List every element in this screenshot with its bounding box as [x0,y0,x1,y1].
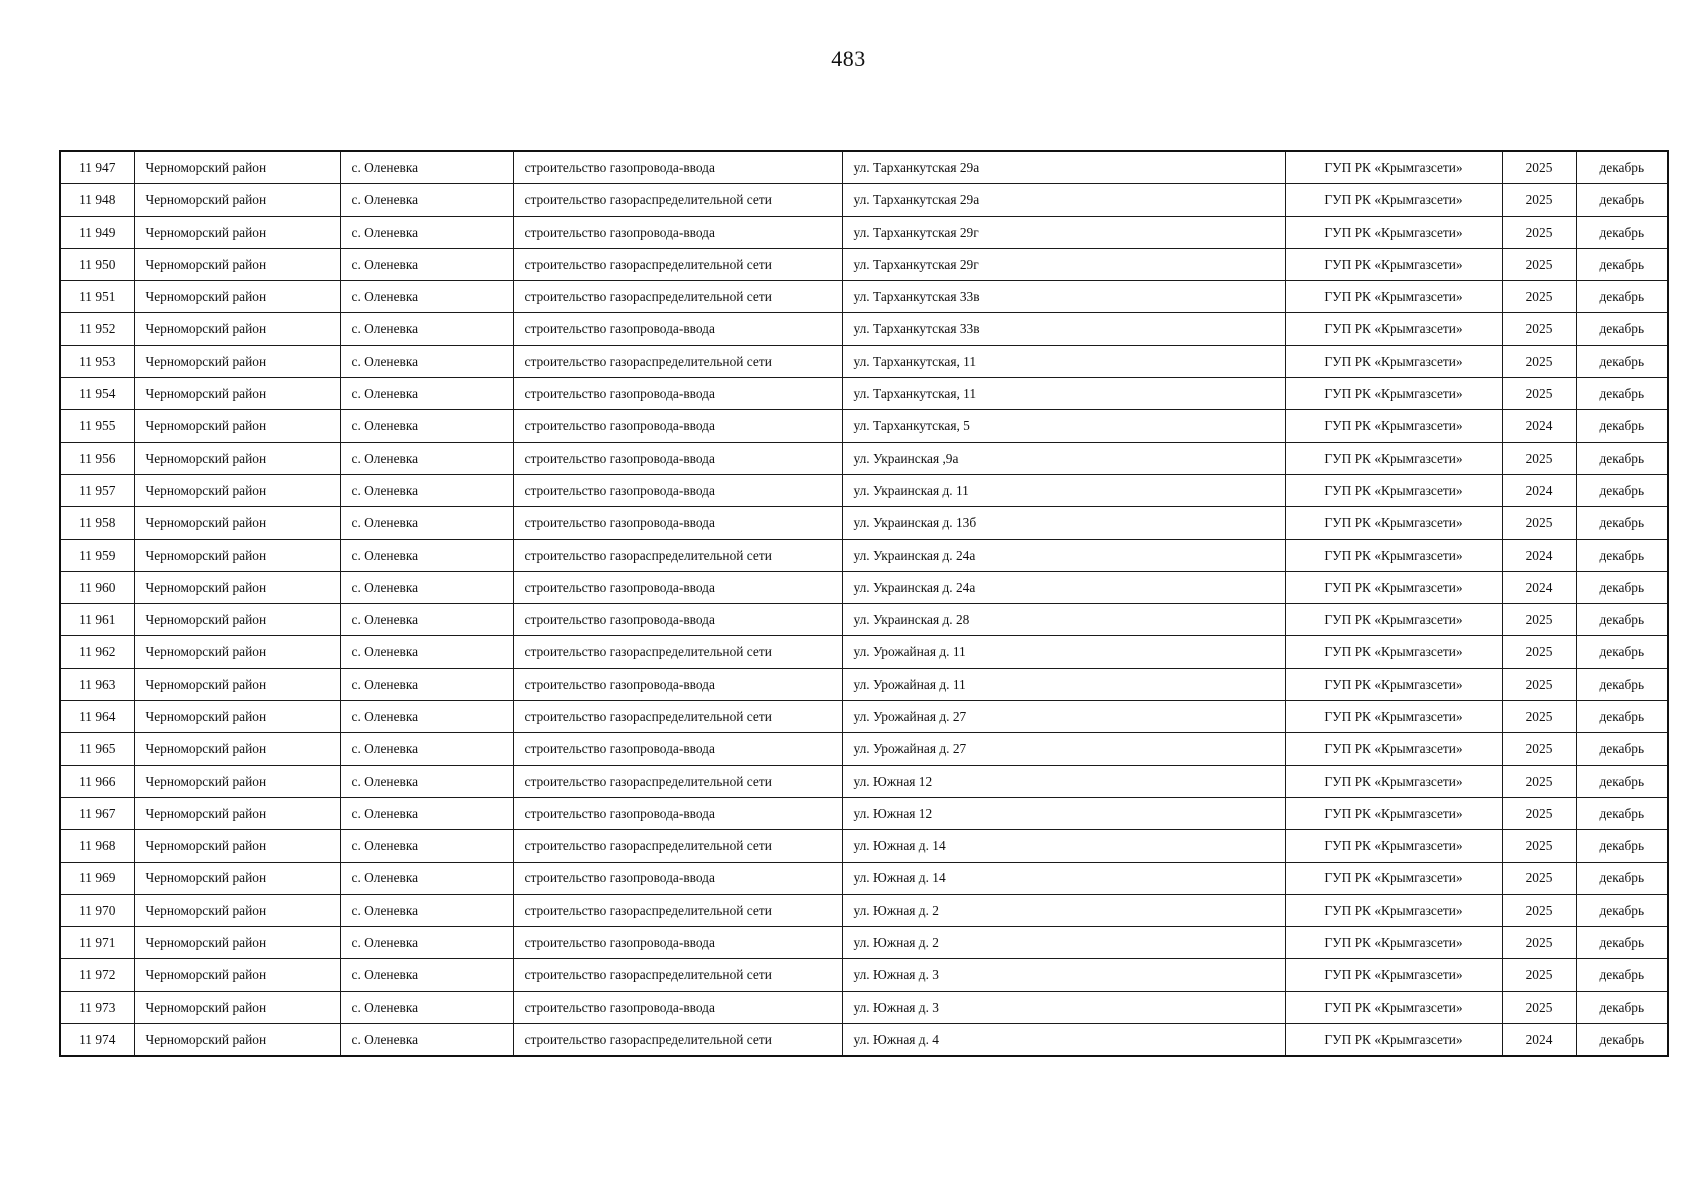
address-cell: ул. Южная 12 [842,797,1285,829]
year-cell: 2025 [1502,862,1576,894]
month-cell: декабрь [1576,701,1668,733]
row-number-cell: 11 960 [60,571,134,603]
district-cell: Черноморский район [134,927,340,959]
year-cell: 2025 [1502,378,1576,410]
address-cell: ул. Южная д. 2 [842,894,1285,926]
address-cell: ул. Тарханкутская 29г [842,216,1285,248]
organization-cell: ГУП РК «Крымгазсети» [1285,1024,1502,1057]
work-type-cell: строительство газораспределительной сети [513,1024,842,1057]
year-cell: 2025 [1502,248,1576,280]
year-cell: 2025 [1502,442,1576,474]
month-cell: декабрь [1576,765,1668,797]
year-cell: 2024 [1502,410,1576,442]
district-cell: Черноморский район [134,1024,340,1057]
row-number-cell: 11 950 [60,248,134,280]
row-number-cell: 11 964 [60,701,134,733]
organization-cell: ГУП РК «Крымгазсети» [1285,701,1502,733]
address-cell: ул. Тарханкутская 29а [842,151,1285,184]
settlement-cell: с. Оленевка [340,733,513,765]
district-cell: Черноморский район [134,474,340,506]
row-number-cell: 11 954 [60,378,134,410]
address-cell: ул. Южная 12 [842,765,1285,797]
row-number-cell: 11 956 [60,442,134,474]
row-number-cell: 11 970 [60,894,134,926]
table-row [60,959,1668,991]
month-cell: декабрь [1576,733,1668,765]
table-row [60,991,1668,1023]
month-cell: декабрь [1576,345,1668,377]
address-cell: ул. Урожайная д. 11 [842,668,1285,700]
table-row [60,345,1668,377]
organization-cell: ГУП РК «Крымгазсети» [1285,636,1502,668]
organization-cell: ГУП РК «Крымгазсети» [1285,281,1502,313]
month-cell: декабрь [1576,442,1668,474]
work-type-cell: строительство газораспределительной сети [513,701,842,733]
month-cell: декабрь [1576,862,1668,894]
settlement-cell: с. Оленевка [340,378,513,410]
district-cell: Черноморский район [134,830,340,862]
table-row [60,927,1668,959]
address-cell: ул. Южная д. 2 [842,927,1285,959]
organization-cell: ГУП РК «Крымгазсети» [1285,571,1502,603]
organization-cell: ГУП РК «Крымгазсети» [1285,604,1502,636]
table-row [60,410,1668,442]
month-cell: декабрь [1576,281,1668,313]
work-type-cell: строительство газопровода-ввода [513,442,842,474]
organization-cell: ГУП РК «Крымгазсети» [1285,894,1502,926]
row-number-cell: 11 957 [60,474,134,506]
month-cell: декабрь [1576,410,1668,442]
month-cell: декабрь [1576,636,1668,668]
year-cell: 2024 [1502,1024,1576,1057]
organization-cell: ГУП РК «Крымгазсети» [1285,151,1502,184]
work-type-cell: строительство газопровода-ввода [513,571,842,603]
work-type-cell: строительство газопровода-ввода [513,991,842,1023]
district-cell: Черноморский район [134,410,340,442]
address-cell: ул. Украинская ,9а [842,442,1285,474]
organization-cell: ГУП РК «Крымгазсети» [1285,765,1502,797]
district-cell: Черноморский район [134,959,340,991]
row-number-cell: 11 947 [60,151,134,184]
organization-cell: ГУП РК «Крымгазсети» [1285,474,1502,506]
table-row [60,507,1668,539]
table-row [60,442,1668,474]
settlement-cell: с. Оленевка [340,636,513,668]
year-cell: 2025 [1502,894,1576,926]
address-cell: ул. Тарханкутская, 11 [842,345,1285,377]
page-number: 483 [831,46,866,71]
district-cell: Черноморский район [134,797,340,829]
table-row [60,378,1668,410]
year-cell: 2025 [1502,830,1576,862]
work-type-cell: строительство газопровода-ввода [513,378,842,410]
month-cell: декабрь [1576,1024,1668,1057]
year-cell: 2024 [1502,474,1576,506]
year-cell: 2025 [1502,797,1576,829]
organization-cell: ГУП РК «Крымгазсети» [1285,927,1502,959]
row-number-cell: 11 953 [60,345,134,377]
table-row [60,1024,1668,1057]
organization-cell: ГУП РК «Крымгазсети» [1285,830,1502,862]
row-number-cell: 11 952 [60,313,134,345]
work-type-cell: строительство газораспределительной сети [513,959,842,991]
organization-cell: ГУП РК «Крымгазсети» [1285,442,1502,474]
month-cell: декабрь [1576,474,1668,506]
table-row [60,668,1668,700]
settlement-cell: с. Оленевка [340,830,513,862]
settlement-cell: с. Оленевка [340,1024,513,1057]
district-cell: Черноморский район [134,281,340,313]
district-cell: Черноморский район [134,248,340,280]
registry-table [59,150,1669,1057]
work-type-cell: строительство газораспределительной сети [513,539,842,571]
month-cell: декабрь [1576,991,1668,1023]
row-number-cell: 11 951 [60,281,134,313]
organization-cell: ГУП РК «Крымгазсети» [1285,797,1502,829]
organization-cell: ГУП РК «Крымгазсети» [1285,345,1502,377]
month-cell: декабрь [1576,216,1668,248]
month-cell: декабрь [1576,797,1668,829]
row-number-cell: 11 972 [60,959,134,991]
year-cell: 2025 [1502,184,1576,216]
month-cell: декабрь [1576,313,1668,345]
organization-cell: ГУП РК «Крымгазсети» [1285,313,1502,345]
address-cell: ул. Урожайная д. 27 [842,733,1285,765]
address-cell: ул. Южная д. 3 [842,991,1285,1023]
settlement-cell: с. Оленевка [340,604,513,636]
year-cell: 2025 [1502,507,1576,539]
table-row [60,313,1668,345]
settlement-cell: с. Оленевка [340,184,513,216]
month-cell: декабрь [1576,378,1668,410]
organization-cell: ГУП РК «Крымгазсети» [1285,248,1502,280]
address-cell: ул. Тарханкутская 33в [842,281,1285,313]
settlement-cell: с. Оленевка [340,151,513,184]
settlement-cell: с. Оленевка [340,410,513,442]
work-type-cell: строительство газопровода-ввода [513,668,842,700]
work-type-cell: строительство газопровода-ввода [513,216,842,248]
month-cell: декабрь [1576,151,1668,184]
table-row [60,248,1668,280]
address-cell: ул. Южная д. 3 [842,959,1285,991]
organization-cell: ГУП РК «Крымгазсети» [1285,184,1502,216]
address-cell: ул. Тарханкутская, 11 [842,378,1285,410]
month-cell: декабрь [1576,248,1668,280]
district-cell: Черноморский район [134,668,340,700]
table-row [60,862,1668,894]
row-number-cell: 11 973 [60,991,134,1023]
district-cell: Черноморский район [134,507,340,539]
table-row [60,184,1668,216]
row-number-cell: 11 962 [60,636,134,668]
row-number-cell: 11 961 [60,604,134,636]
table-body [60,151,1668,1056]
work-type-cell: строительство газораспределительной сети [513,765,842,797]
work-type-cell: строительство газораспределительной сети [513,345,842,377]
district-cell: Черноморский район [134,571,340,603]
organization-cell: ГУП РК «Крымгазсети» [1285,959,1502,991]
work-type-cell: строительство газораспределительной сети [513,248,842,280]
year-cell: 2025 [1502,604,1576,636]
table-row [60,539,1668,571]
address-cell: ул. Украинская д. 13б [842,507,1285,539]
row-number-cell: 11 974 [60,1024,134,1057]
settlement-cell: с. Оленевка [340,765,513,797]
work-type-cell: строительство газопровода-ввода [513,151,842,184]
row-number-cell: 11 955 [60,410,134,442]
settlement-cell: с. Оленевка [340,571,513,603]
work-type-cell: строительство газопровода-ввода [513,604,842,636]
address-cell: ул. Украинская д. 28 [842,604,1285,636]
table-row [60,151,1668,184]
settlement-cell: с. Оленевка [340,216,513,248]
settlement-cell: с. Оленевка [340,927,513,959]
district-cell: Черноморский район [134,378,340,410]
organization-cell: ГУП РК «Крымгазсети» [1285,733,1502,765]
district-cell: Черноморский район [134,765,340,797]
year-cell: 2025 [1502,733,1576,765]
settlement-cell: с. Оленевка [340,474,513,506]
organization-cell: ГУП РК «Крымгазсети» [1285,216,1502,248]
district-cell: Черноморский район [134,604,340,636]
district-cell: Черноморский район [134,184,340,216]
year-cell: 2025 [1502,991,1576,1023]
work-type-cell: строительство газопровода-ввода [513,797,842,829]
organization-cell: ГУП РК «Крымгазсети» [1285,410,1502,442]
work-type-cell: строительство газопровода-ввода [513,474,842,506]
address-cell: ул. Украинская д. 24а [842,571,1285,603]
year-cell: 2025 [1502,959,1576,991]
work-type-cell: строительство газораспределительной сети [513,184,842,216]
settlement-cell: с. Оленевка [340,507,513,539]
address-cell: ул. Тарханкутская 29г [842,248,1285,280]
row-number-cell: 11 958 [60,507,134,539]
table-row [60,474,1668,506]
work-type-cell: строительство газораспределительной сети [513,894,842,926]
district-cell: Черноморский район [134,345,340,377]
year-cell: 2025 [1502,216,1576,248]
month-cell: декабрь [1576,959,1668,991]
district-cell: Черноморский район [134,539,340,571]
address-cell: ул. Южная д. 14 [842,862,1285,894]
row-number-cell: 11 959 [60,539,134,571]
year-cell: 2024 [1502,539,1576,571]
table-row [60,733,1668,765]
year-cell: 2025 [1502,151,1576,184]
year-cell: 2025 [1502,927,1576,959]
row-number-cell: 11 949 [60,216,134,248]
table-row [60,765,1668,797]
month-cell: декабрь [1576,571,1668,603]
row-number-cell: 11 963 [60,668,134,700]
district-cell: Черноморский район [134,862,340,894]
row-number-cell: 11 968 [60,830,134,862]
district-cell: Черноморский район [134,216,340,248]
organization-cell: ГУП РК «Крымгазсети» [1285,507,1502,539]
organization-cell: ГУП РК «Крымгазсети» [1285,378,1502,410]
settlement-cell: с. Оленевка [340,991,513,1023]
table-row [60,894,1668,926]
table-row [60,571,1668,603]
district-cell: Черноморский район [134,636,340,668]
work-type-cell: строительство газопровода-ввода [513,927,842,959]
settlement-cell: с. Оленевка [340,668,513,700]
settlement-cell: с. Оленевка [340,442,513,474]
month-cell: декабрь [1576,507,1668,539]
year-cell: 2025 [1502,281,1576,313]
month-cell: декабрь [1576,894,1668,926]
address-cell: ул. Тарханкутская 33в [842,313,1285,345]
work-type-cell: строительство газопровода-ввода [513,862,842,894]
year-cell: 2025 [1502,636,1576,668]
work-type-cell: строительство газораспределительной сети [513,830,842,862]
year-cell: 2025 [1502,701,1576,733]
organization-cell: ГУП РК «Крымгазсети» [1285,668,1502,700]
row-number-cell: 11 971 [60,927,134,959]
district-cell: Черноморский район [134,151,340,184]
table-row [60,797,1668,829]
year-cell: 2025 [1502,668,1576,700]
organization-cell: ГУП РК «Крымгазсети» [1285,862,1502,894]
work-type-cell: строительство газораспределительной сети [513,636,842,668]
month-cell: декабрь [1576,830,1668,862]
year-cell: 2025 [1502,765,1576,797]
month-cell: декабрь [1576,604,1668,636]
settlement-cell: с. Оленевка [340,281,513,313]
month-cell: декабрь [1576,668,1668,700]
district-cell: Черноморский район [134,313,340,345]
district-cell: Черноморский район [134,991,340,1023]
settlement-cell: с. Оленевка [340,539,513,571]
table-row [60,701,1668,733]
address-cell: ул. Урожайная д. 27 [842,701,1285,733]
district-cell: Черноморский район [134,894,340,926]
organization-cell: ГУП РК «Крымгазсети» [1285,991,1502,1023]
settlement-cell: с. Оленевка [340,959,513,991]
work-type-cell: строительство газопровода-ввода [513,733,842,765]
settlement-cell: с. Оленевка [340,862,513,894]
month-cell: декабрь [1576,539,1668,571]
district-cell: Черноморский район [134,733,340,765]
district-cell: Черноморский район [134,442,340,474]
settlement-cell: с. Оленевка [340,797,513,829]
settlement-cell: с. Оленевка [340,701,513,733]
table-row [60,830,1668,862]
year-cell: 2025 [1502,313,1576,345]
month-cell: декабрь [1576,927,1668,959]
address-cell: ул. Южная д. 4 [842,1024,1285,1057]
settlement-cell: с. Оленевка [340,345,513,377]
row-number-cell: 11 967 [60,797,134,829]
district-cell: Черноморский район [134,701,340,733]
address-cell: ул. Тарханкутская, 5 [842,410,1285,442]
row-number-cell: 11 966 [60,765,134,797]
address-cell: ул. Украинская д. 11 [842,474,1285,506]
work-type-cell: строительство газопровода-ввода [513,410,842,442]
row-number-cell: 11 965 [60,733,134,765]
settlement-cell: с. Оленевка [340,313,513,345]
work-type-cell: строительство газопровода-ввода [513,313,842,345]
table-row [60,281,1668,313]
row-number-cell: 11 969 [60,862,134,894]
year-cell: 2024 [1502,571,1576,603]
settlement-cell: с. Оленевка [340,248,513,280]
table-row [60,604,1668,636]
address-cell: ул. Южная д. 14 [842,830,1285,862]
work-type-cell: строительство газораспределительной сети [513,281,842,313]
table-row [60,636,1668,668]
row-number-cell: 11 948 [60,184,134,216]
address-cell: ул. Урожайная д. 11 [842,636,1285,668]
settlement-cell: с. Оленевка [340,894,513,926]
organization-cell: ГУП РК «Крымгазсети» [1285,539,1502,571]
table-row [60,216,1668,248]
month-cell: декабрь [1576,184,1668,216]
work-type-cell: строительство газопровода-ввода [513,507,842,539]
year-cell: 2025 [1502,345,1576,377]
address-cell: ул. Украинская д. 24а [842,539,1285,571]
address-cell: ул. Тарханкутская 29а [842,184,1285,216]
